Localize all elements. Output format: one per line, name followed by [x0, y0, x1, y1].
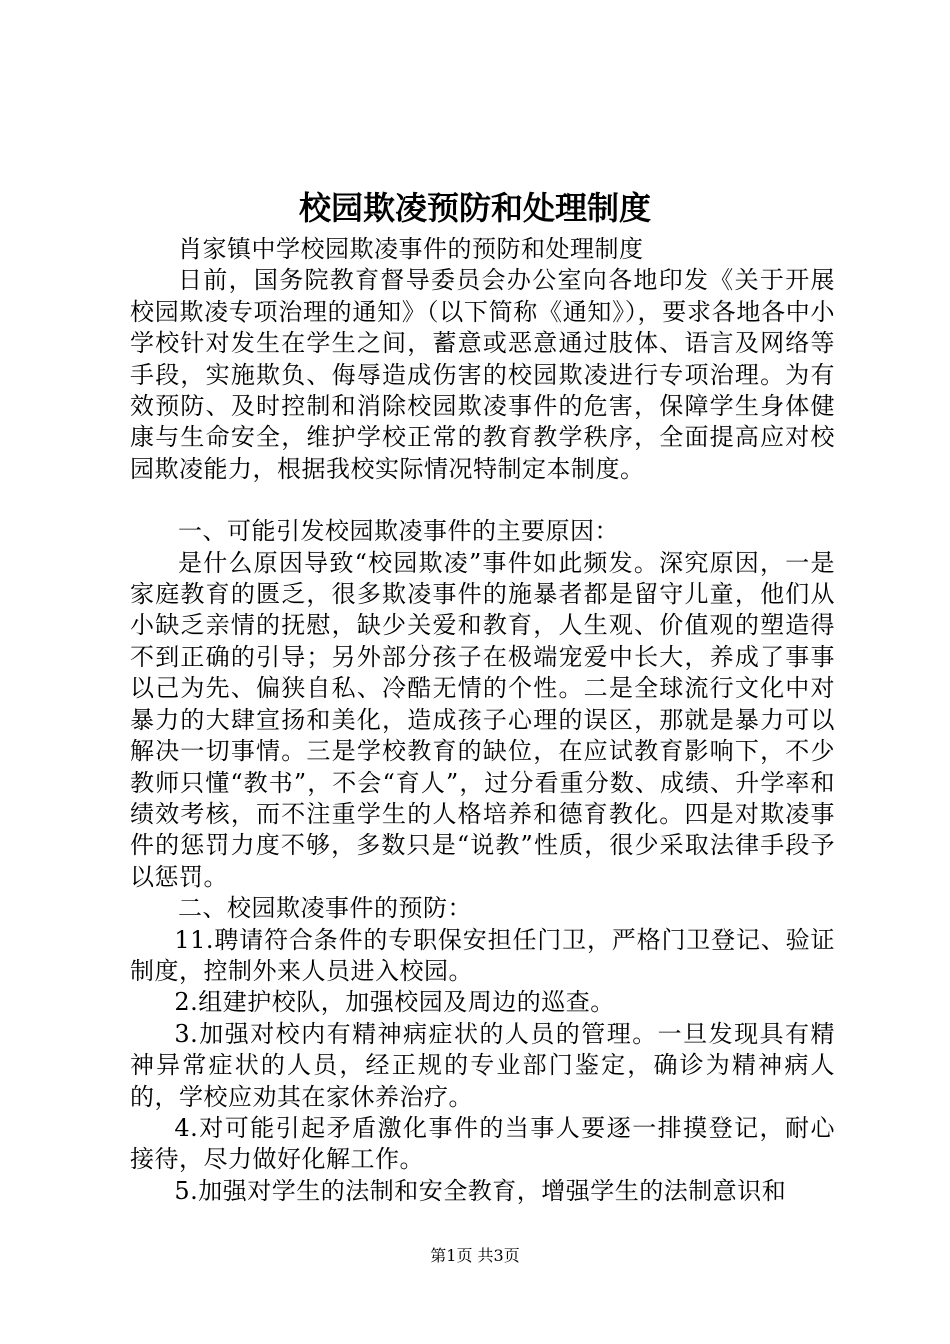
paragraph-intro: 日前，国务院教育督导委员会办公室向各地印发《关于开展校园欺凌专项治理的通知》（以下简称《通知》），要求各地各中小学校针对发生在学生之间，蓄意或恶意通过肢体、语言及网络等手段，实施欺负、侮辱造成伤害的校园欺凌进行专项治理。为有效预防、及时控制和消除校园欺凌事件的危害，保障学生身体健康与生命安全，维护学校正常的教育教学秩序，全面提高应对校园欺凌能力，根据我校实际情况特制定本制度。	[130, 266, 835, 483]
list-item-prevention-3: 3.加强对校内有精神病症状的人员的管理。一旦发现具有精神异常症状的人员，经正规的专业部门鉴定，确诊为精神病人的，学校应劝其在家休养治疗。	[130, 1019, 835, 1111]
list-item-prevention-1: 11.聘请符合条件的专职保安担任门卫，严格门卫登记、验证制度，控制外来人员进入校园。	[130, 925, 835, 985]
list-item-prevention-4: 4.对可能引起矛盾激化事件的当事人要逐一排摸登记，耐心接待，尽力做好化解工作。	[130, 1113, 835, 1174]
page-footer: 第1页 共3页	[430, 1246, 520, 1265]
paragraph-subtitle: 肖家镇中学校园欺凌事件的预防和处理制度	[178, 235, 644, 263]
document-body	[130, 234, 835, 1207]
document-title: 校园欺凌预防和处理制度	[298, 189, 651, 227]
paragraph-causes: 是什么原因导致“校园欺凌”事件如此频发。深究原因，一是家庭教育的匮乏，很多欺凌事件的施暴者都是留守儿童，他们从小缺乏亲情的抚慰，缺少关爱和教育，人生观、价值观的塑造得不到正确的引导；另外部分孩子在极端宠爱中长大，养成了事事以己为先、偏狭自私、冷酷无情的个性。二是全球流行文化中对暴力的大肆宣扬和美化，造成孩子心理的误区，那就是暴力可以解决一切事情。三是学校教育的缺位，在应试教育影响下，不少教师只懂“教书”，不会“育人”，过分看重分数、成绩、升学率和绩效考核，而不注重学生的人格培养和德育教化。四是对欺凌事件的惩罚力度不够，多数只是“说教”性质，很少采取法律手段予以惩罚。	[130, 548, 835, 891]
section-heading-causes: 一、可能引发校园欺凌事件的主要原因：	[178, 517, 619, 546]
list-item-prevention-5: 5.加强对学生的法制和安全教育，增强学生的法制意识和	[174, 1176, 787, 1205]
list-item-prevention-2: 2.组建护校队，加强校园及周边的巡查。	[174, 988, 615, 1017]
section-heading-prevention: 二、校园欺凌事件的预防：	[178, 894, 472, 923]
